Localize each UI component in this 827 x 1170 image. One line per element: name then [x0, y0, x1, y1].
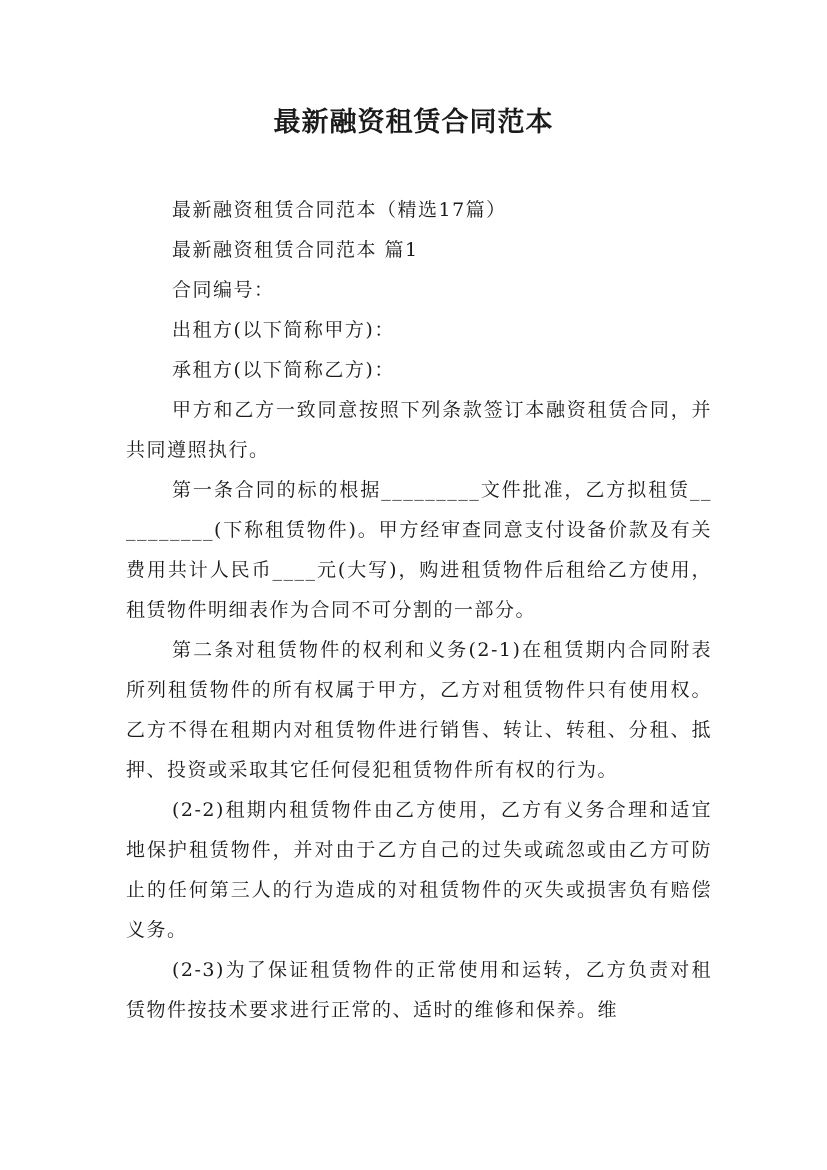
paragraph-lessor: 出租方(以下简称甲方)： — [172, 319, 395, 341]
paragraph-contract-number: 合同编号： — [172, 279, 275, 301]
paragraph-section-heading: 最新融资租赁合同范本 篇1 — [172, 239, 419, 261]
paragraph-article-2: 第二条对租赁物件的权利和义务(2-1)在租赁期内合同附表所列租赁物件的所有权属于甲方，乙方对租赁物件只有使用权。乙方不得在租期内对租赁物件进行销售、转让、转租、分租、抵押、投资或采取其它任何侵犯租赁物件所有权的行为。 — [126, 639, 712, 781]
document-title: 最新融资租赁合同范本 — [273, 107, 554, 138]
document-body — [126, 190, 712, 1030]
paragraph-article-1: 第一条合同的标的根据_________文件批准，乙方拟租赁__________(下称租赁物件)。甲方经审查同意支付设备价款及有关费用共计人民币____元(大写)，购进租赁物件后租给乙方使用，租赁物件明细表作为合同不可分割的一部分。 — [126, 479, 712, 621]
paragraph-article-2-2: (2-2)租期内租赁物件由乙方使用，乙方有义务合理和适宜地保护租赁物件，并对由于乙方自己的过失或疏忽或由乙方可防止的任何第三人的行为造成的对租赁物件的灭失或损害负有赔偿义务。 — [126, 799, 712, 941]
paragraph-article-2-3: (2-3)为了保证租赁物件的正常使用和运转，乙方负责对租赁物件按技术要求进行正常的、适时的维修和保养。维 — [126, 959, 712, 1021]
paragraph-lessee: 承租方(以下简称乙方)： — [172, 359, 395, 381]
paragraph-agreement: 甲方和乙方一致同意按照下列条款签订本融资租赁合同，并共同遵照执行。 — [126, 399, 712, 461]
paragraph-subtitle: 最新融资租赁合同范本（精选17篇） — [172, 199, 507, 221]
